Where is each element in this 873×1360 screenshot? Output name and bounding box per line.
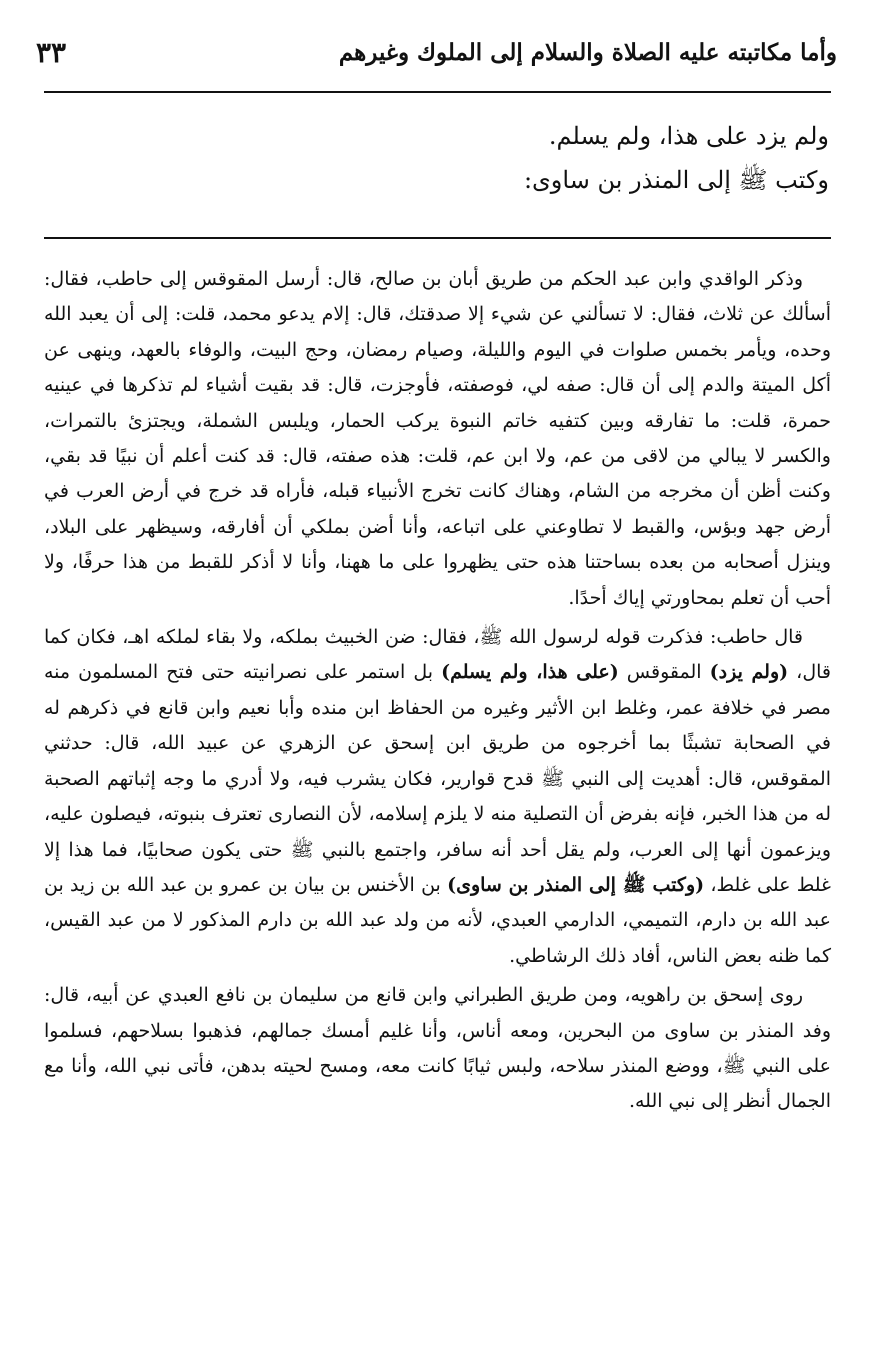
- commentary-text: بن الأخنس بن بيان بن عمرو بن عبد الله بن زيد بن عبد الله بن دارم، التميمي، الدارمي العبدي، لأنه من ولد عبد الله بن دارم المذكور لا من عبد القيس، كما ظنه بعض الناس، أفاد ذلك الرشاطي.: [44, 873, 831, 967]
- quoted-main-text: (على هذا، ولم يسلم): [441, 661, 619, 684]
- main-text-line: وكتب ﷺ إلى المنذر بن ساوى:: [523, 166, 829, 194]
- page-number: ٣٣: [36, 35, 67, 69]
- commentary-paragraph: وذكر الواقدي وابن عبد الحكم من طريق أبان بن صالح، قال: أرسل المقوقس إلى حاطب، فقال: أسألك عن ثلاث، فقال: لا تسألني عن شيء إلا صدقتك، قال: إلام يدعو محمد، قلت: إلى أن يعبد الله وحده، ويأمر بخمس صلوات في اليوم والليلة، وصيام رمضان، وحج البيت، والوفاء بالعهد، وينهى عن أكل الميتة والدم إلى أن قال: صفه لي، فوصفته، فأوجزت، قال: قد بقيت أشياء لم تذكرها في عينيه حمرة، قلت: ما تفارقه وبين كتفيه خاتم النبوة يركب الحمار، ويلبس الشملة، ويجتزئ بالتمرات، والكسر لا يبالي من لاقى من عم، ولا ابن عم، قلت: هذه صفته، قال: قد كنت أعلم أن نبيًا قد بقي، وكنت أظن أن مخرجه من الشام، وهناك كانت تخرج الأنبياء قبله، فأراه قد خرج في أرض العرب في أرض جهد وبؤس، والقبط لا تطاوعني على اتباعه، وأنا أضن بملكي أن أفارقه، وسيظهر على البلاد، وينزل أصحابه من بعده بساحتنا هذه حتى يظهروا على ما ههنا، وأنا لا أذكر للقبط من هذا حرفًا، ولا أحب أن تعلم بمحاورتي إياك أحدًا.: [44, 268, 831, 609]
- separator-rule: [44, 237, 831, 239]
- header-rule: [44, 91, 831, 93]
- commentary-text: بل استمر على نصرانيته حتى فتح المسلمون منه مصر في خلافة عمر، وغلط ابن الأثير وغيره من الحفاظ ابن منده وأبا نعيم وابن قانع في ذكرهم له في الصحابة تشبثًا بما أخرجوه من طريق ابن إسحق عن الزهري عن عبيد الله، قال: حدثني المقوقس، قال: أهديت إلى النبي ﷺ قدح قوارير، فكان يشرب فيه، ولا أدري ما وجه إثباتهم الصحبة له من هذا الخبر، فإنه بفرض أن التصلية منه لا يلزم إسلامه، لأن النصارى تعترف بنبوته، فيصلون عليه، ويزعمون أنها إلى العرب، ولم يقل أحد أنه سافر، واجتمع بالنبي ﷺ حتى يكون صحابيًا، فما هذا إلا غلط على غلط،: [44, 661, 832, 896]
- main-text-line: ولم يزد على هذا، ولم يسلم.: [548, 122, 829, 150]
- commentary-text: المقوقس: [618, 661, 710, 684]
- commentary-text: قال حاطب: فذكرت قوله لرسول الله ﷺ، فقال: ضن الخبيث بملكه، ولا بقاء لملكه اهـ، فكان كما قال،: [44, 626, 831, 684]
- running-head: وأما مكاتبته عليه الصلاة والسلام إلى الملوك وغيرهم: [338, 38, 837, 66]
- commentary-paragraph: [44, 620, 831, 974]
- page-header: [36, 26, 837, 78]
- commentary: [44, 262, 831, 1124]
- main-text: [269, 114, 829, 202]
- quoted-main-text: (ولم يزد): [709, 661, 789, 684]
- quoted-main-text: (وكتب ﷺ إلى المنذر بن ساوى): [447, 873, 705, 896]
- commentary-paragraph: روى إسحق بن راهويه، ومن طريق الطبراني وابن قانع من سليمان بن نافع العبدي عن أبيه، قال: وفد المنذر بن ساوى من البحرين، ومعه أناس، وأنا غليم أمسك جمالهم، فذهبوا بسلاحهم، فسلموا على النبي ﷺ، ووضع المنذر سلاحه، ولبس ثيابًا كانت معه، ومسح لحيته بدهن، فأتى نبي الله، وأنا مع الجمال أنظر إلى نبي الله.: [44, 984, 831, 1113]
